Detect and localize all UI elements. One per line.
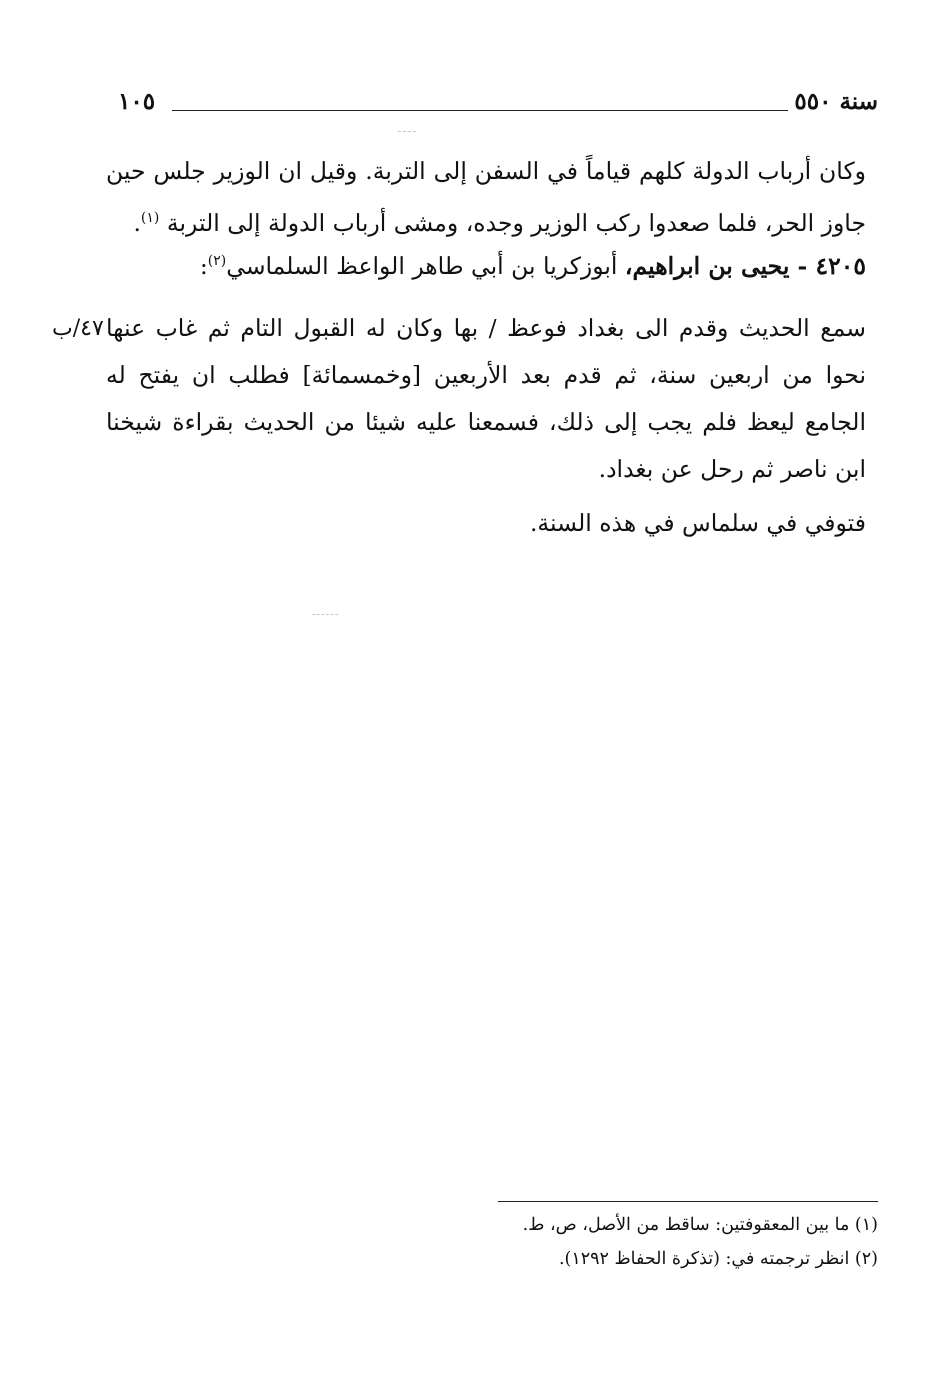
paragraph-2: سمع الحديث وقدم الى بغداد فوعظ / بها وكان له القبول التام ثم غاب عنها نحوا من اربعين سنة، ثم قدم بعد الأربعين [وخمسمائة] فطلب ان يفتح له الجامع ليعظ فلم يجب إلى ذلك، فسمعنا عليه شيئا من الحديث بقراءة شيخنا ابن ناصر ثم رحل عن بغداد. xyxy=(106,314,866,483)
page-header xyxy=(118,88,878,124)
paragraph-1-text: وكان أرباب الدولة كلهم قياماً في السفن إلى التربة. وقيل ان الوزير جلس حين جاوز الحر، فلما صعدوا ركب الوزير وجده، ومشى أرباب الدولة إلى التربة xyxy=(106,157,866,237)
footnote-rule xyxy=(498,1201,878,1202)
footnote-ref-2: (٢) xyxy=(207,253,227,270)
running-head-year: سنة ٥٥٠ xyxy=(794,88,878,115)
page-number: ١٠٥ xyxy=(118,88,156,115)
paragraph-1 xyxy=(106,148,866,247)
entry-heading-name: ٤٢٠٥ - يحيى بن ابراهيم، xyxy=(624,252,866,280)
header-rule xyxy=(172,110,788,111)
footnotes xyxy=(118,1208,878,1276)
scan-mark xyxy=(312,614,338,616)
paragraph-1-end: . xyxy=(133,208,141,237)
paragraph-3: فتوفي في سلماس في هذه السنة. xyxy=(529,509,866,537)
entry-heading-colon: : xyxy=(199,252,208,280)
scan-mark xyxy=(398,131,416,133)
entry-heading-kunya: أبوزكريا بن أبي طاهر الواعظ السلماسي xyxy=(226,252,625,280)
footnote-1: (١) ما بين المعقوفتين: ساقط من الأصل، ص، ط. xyxy=(522,1215,878,1235)
footnote-ref-1: (١) xyxy=(140,210,160,226)
footnote-2: (٢) انظر ترجمته في: (تذكرة الحفاظ ١٢٩٢). xyxy=(558,1249,878,1269)
entry-heading xyxy=(106,252,866,280)
manuscript-folio-note: ٤٧/ب xyxy=(52,316,104,341)
